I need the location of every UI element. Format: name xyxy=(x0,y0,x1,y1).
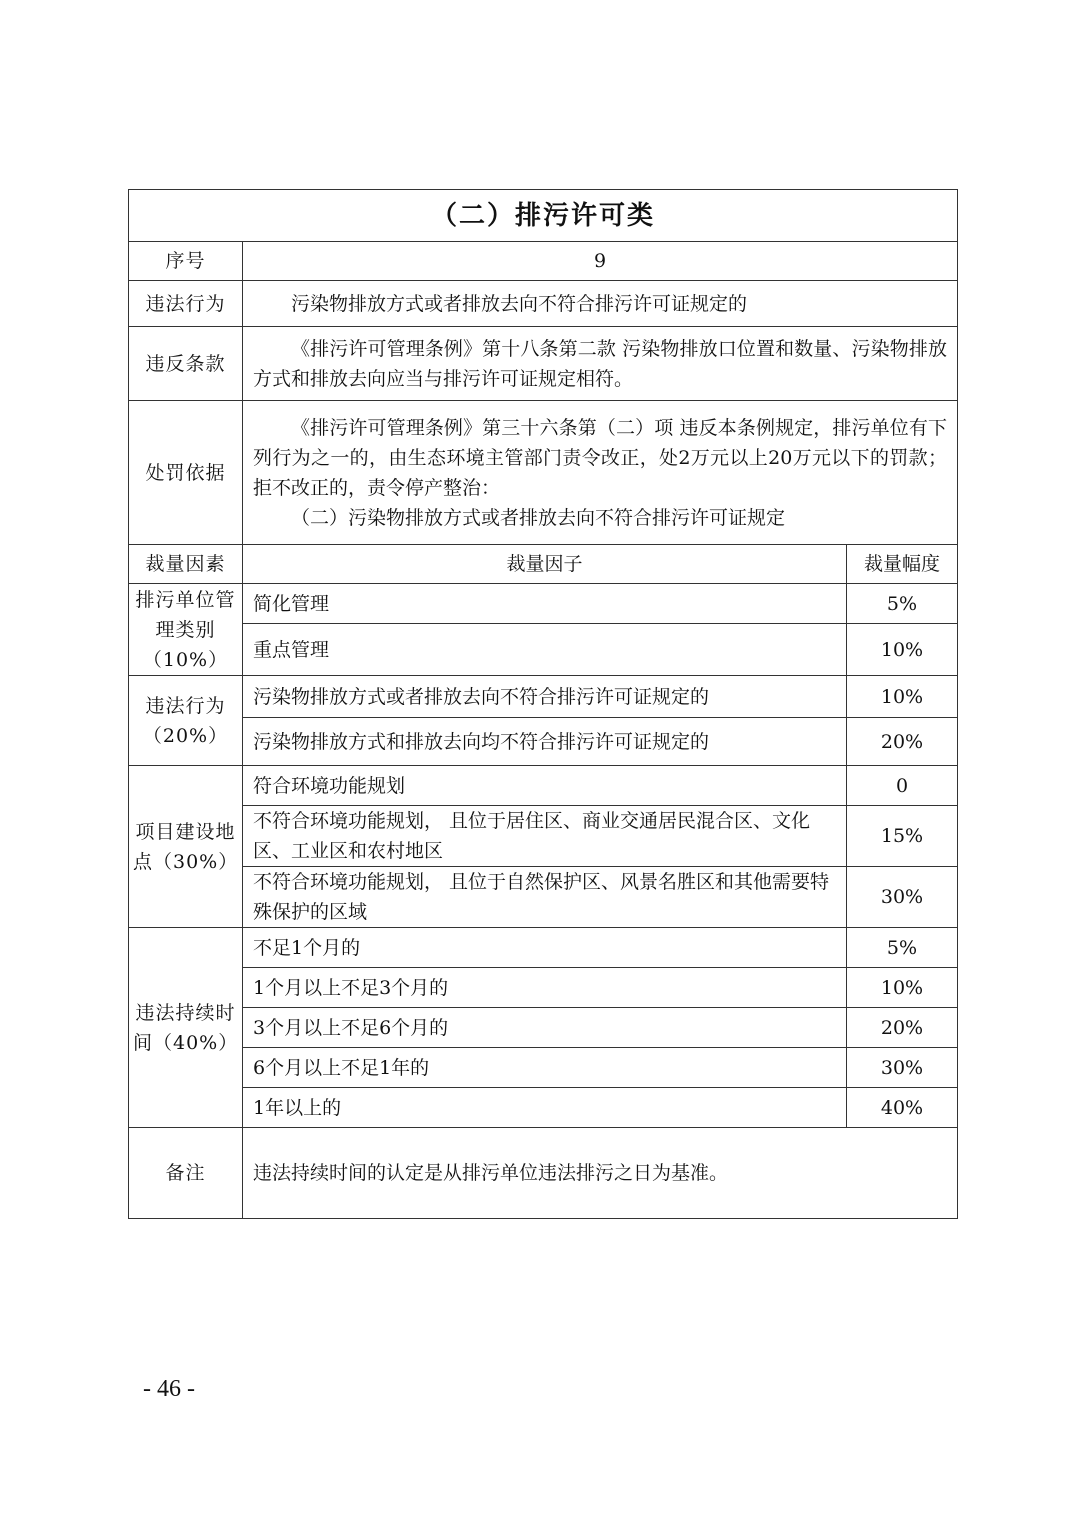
discretion-table xyxy=(128,189,958,1219)
page-number: - 46 - xyxy=(143,1376,195,1402)
header-factor: 裁量因素 xyxy=(129,545,243,584)
header-element: 裁量因子 xyxy=(243,545,847,584)
factor-percent: 10% xyxy=(847,968,958,1008)
factor-percent: 10% xyxy=(847,624,958,676)
factor-percent: 30% xyxy=(847,867,958,928)
remark-label: 备注 xyxy=(129,1128,243,1219)
violation-label: 违法行为 xyxy=(129,281,243,327)
group-label: 违法持续时间（40%） xyxy=(129,928,243,1128)
factor-percent: 20% xyxy=(847,1008,958,1048)
factor-percent: 40% xyxy=(847,1088,958,1128)
clause-label: 违反条款 xyxy=(129,327,243,401)
factor-text: 不足1个月的 xyxy=(243,928,847,968)
factor-text: 不符合环境功能规划， 且位于居住区、商业交通居民混合区、文化区、工业区和农村地区 xyxy=(243,806,847,867)
factor-percent: 5% xyxy=(847,928,958,968)
group-label: 项目建设地点（30%） xyxy=(129,766,243,928)
basis-label: 处罚依据 xyxy=(129,401,243,545)
factor-text: 符合环境功能规划 xyxy=(243,766,847,806)
factor-percent: 5% xyxy=(847,584,958,624)
factor-percent: 10% xyxy=(847,676,958,718)
basis-paragraph-2: （二）污染物排放方式或者排放去向不符合排污许可证规定 xyxy=(291,506,786,529)
violation-value: 污染物排放方式或者排放去向不符合排污许可证规定的 xyxy=(243,281,958,327)
basis-value xyxy=(243,401,958,545)
basis-paragraph-1: 《排污许可管理条例》第三十六条第（二）项 违反本条例规定，排污单位有下列行为之一的，由生态环境主管部门责令改正，处2万元以上20万元以下的罚款；拒不改正的，责令停产整治： xyxy=(253,416,947,499)
serial-label: 序号 xyxy=(129,242,243,281)
factor-text: 简化管理 xyxy=(243,584,847,624)
group-label: 违法行为（20%） xyxy=(129,676,243,766)
factor-percent: 0 xyxy=(847,766,958,806)
factor-text: 污染物排放方式和排放去向均不符合排污许可证规定的 xyxy=(243,718,847,766)
factor-text: 3个月以上不足6个月的 xyxy=(243,1008,847,1048)
table-title: （二）排污许可类 xyxy=(129,190,958,242)
factor-percent: 20% xyxy=(847,718,958,766)
factor-text: 污染物排放方式或者排放去向不符合排污许可证规定的 xyxy=(243,676,847,718)
serial-value: 9 xyxy=(243,242,958,281)
header-range: 裁量幅度 xyxy=(847,545,958,584)
factor-percent: 30% xyxy=(847,1048,958,1088)
factor-text: 不符合环境功能规划， 且位于自然保护区、风景名胜区和其他需要特殊保护的区域 xyxy=(243,867,847,928)
group-label: 排污单位管理类别（10%） xyxy=(129,584,243,676)
factor-text: 重点管理 xyxy=(243,624,847,676)
factor-text: 1年以上的 xyxy=(243,1088,847,1128)
remark-value: 违法持续时间的认定是从排污单位违法排污之日为基准。 xyxy=(243,1128,958,1219)
clause-value: 《排污许可管理条例》第十八条第二款 污染物排放口位置和数量、污染物排放方式和排放去向应当与排污许可证规定相符。 xyxy=(243,327,958,401)
factor-text: 1个月以上不足3个月的 xyxy=(243,968,847,1008)
factor-percent: 15% xyxy=(847,806,958,867)
factor-text: 6个月以上不足1年的 xyxy=(243,1048,847,1088)
